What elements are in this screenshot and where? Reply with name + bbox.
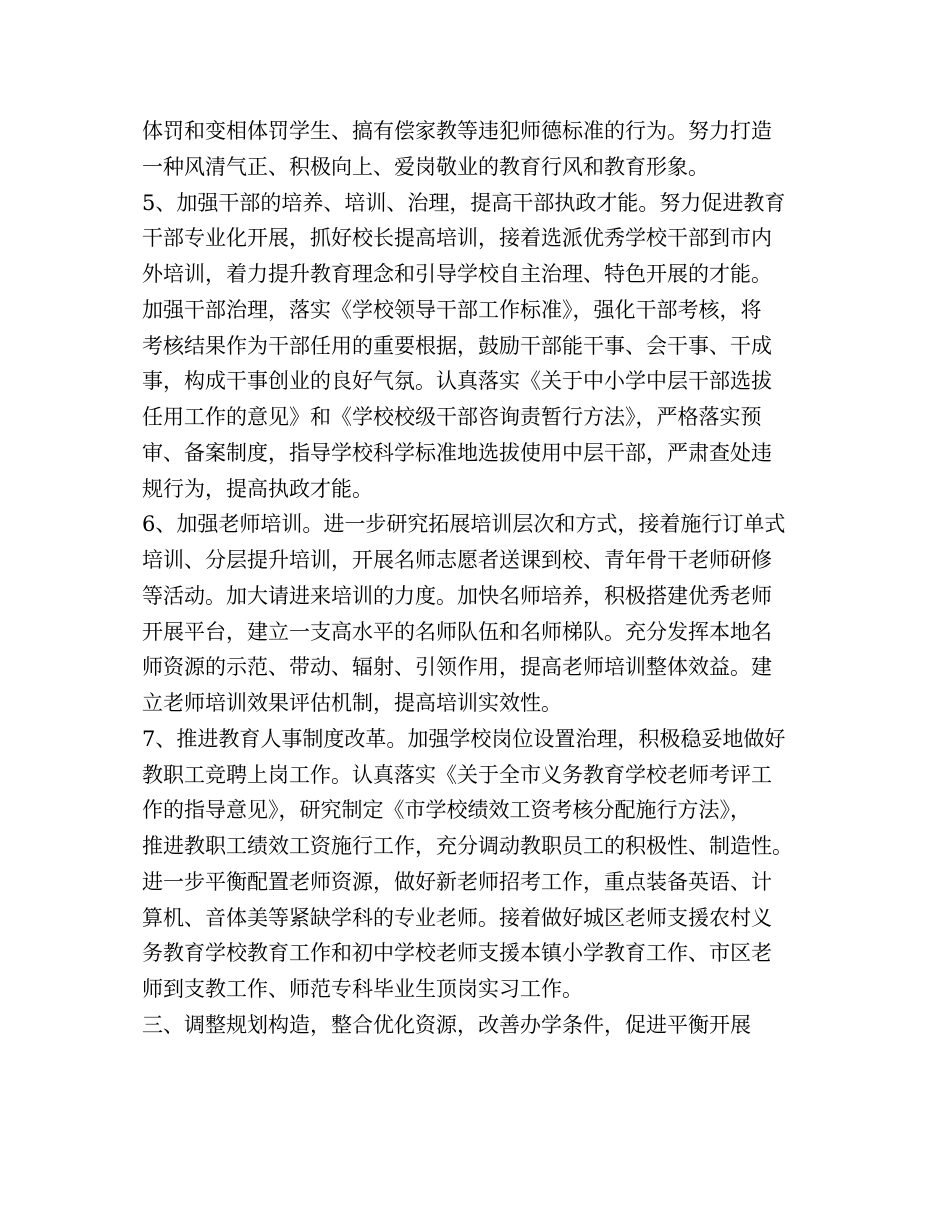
- text-line: 事，构成干事创业的良好气氛。认真落实《关于中小学中层干部选拔: [142, 369, 772, 394]
- text-line: 推进教职工绩效工资施行工作，充分调动教职员工的积极性、制造性。: [142, 834, 793, 858]
- text-line: 师资源的示范、带动、辐射、引领作用，提高老师培训整体效益。建: [142, 655, 772, 680]
- text-line: 三、调整规划构造，整合优化资源，改善办学条件，促进平衡开展: [142, 1012, 751, 1037]
- text-line: 进一步平衡配置老师资源，做好新老师招考工作，重点装备英语、计: [142, 869, 772, 894]
- text-line: 6、加强老师培训。进一步研究拓展培训层次和方式，接着施行订单式: [142, 512, 786, 537]
- text-line: 规行为，提高执政才能。: [142, 476, 373, 501]
- text-line: 外培训，着力提升教育理念和引导学校自主治理、特色开展的才能。: [142, 262, 772, 286]
- text-line: 等活动。加大请进来培训的力度。加快名师培养，积极搭建优秀老师: [142, 583, 772, 608]
- text-line: 体罚和变相体罚学生、搞有偿家教等违犯师德标准的行为。努力打造: [142, 119, 772, 143]
- text-line: 算机、音体美等紧缺学科的专业老师。接着做好城区老师支援农村义: [142, 905, 772, 930]
- text-line: 立老师培训效果评估机制，提高培训实效性。: [142, 691, 562, 715]
- text-line: 师到支教工作、师范专科毕业生顶岗实习工作。: [142, 977, 583, 1001]
- text-line: 一种风清气正、积极向上、爱岗敬业的教育行风和教育形象。: [142, 154, 709, 179]
- text-line: 作的指导意见》，研究制定《市学校绩效工资考核分配施行方法》，: [142, 798, 751, 823]
- text-line: 任用工作的意见》和《学校校级干部咨询责暂行方法》，严格落实预: [142, 405, 762, 429]
- text-line: 培训、分层提升培训，开展名师志愿者送课到校、青年骨干老师研修: [142, 548, 772, 572]
- text-line: 开展平台，建立一支高水平的名师队伍和名师梯队。充分发挥本地名: [142, 619, 772, 644]
- text-line: 加强干部治理，落实《学校领导干部工作标准》，强化干部考核，将: [142, 297, 762, 322]
- body-text: [142, 114, 842, 1044]
- text-line: 教职工竞聘上岗工作。认真落实《关于全市义务教育学校老师考评工: [142, 762, 772, 787]
- text-line: 5、加强干部的培养、培训、治理，提高干部执政才能。努力促进教育: [142, 190, 786, 215]
- text-line: 务教育学校教育工作和初中学校老师支援本镇小学教育工作、市区老: [142, 941, 772, 966]
- text-line: 审、备案制度，指导学校科学标准地选拔使用中层干部，严肃查处违: [142, 440, 772, 465]
- text-line: 7、推进教育人事制度改革。加强学校岗位设置治理，积极稳妥地做好: [142, 726, 786, 751]
- text-line: 考核结果作为干部任用的重要根据，鼓励干部能干事、会干事、干成: [142, 333, 772, 358]
- text-line: 干部专业化开展，抓好校长提高培训，接着选派优秀学校干部到市内: [142, 226, 772, 251]
